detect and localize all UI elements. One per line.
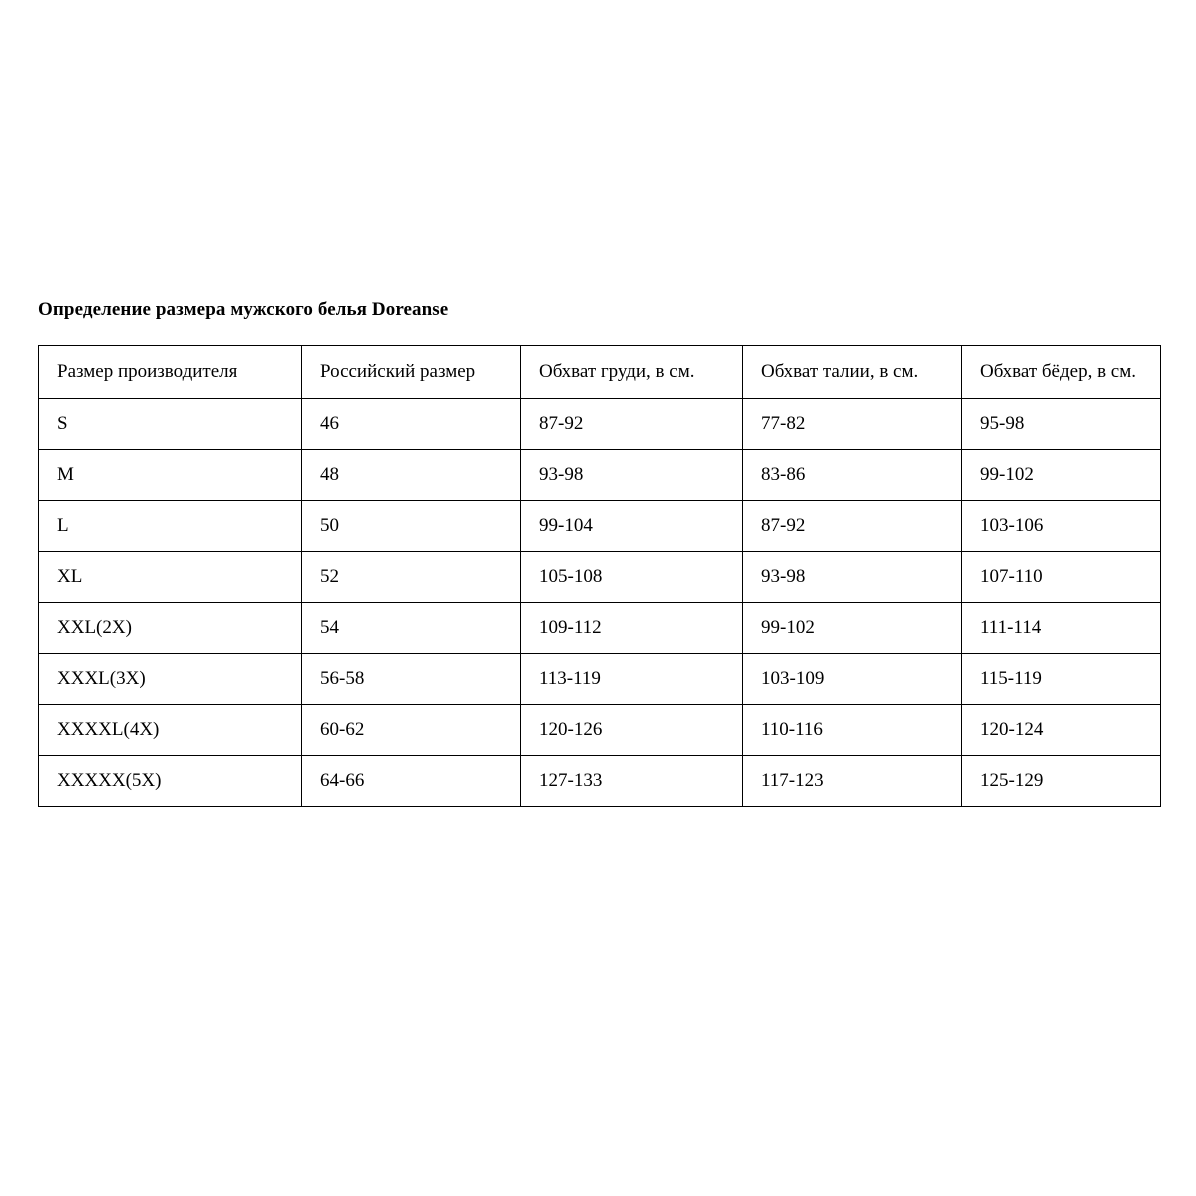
cell-hips: 111-114 xyxy=(962,603,1161,654)
table-body xyxy=(39,399,1161,807)
cell-manufacturer-size: XXXXL(4X) xyxy=(39,705,302,756)
table-header-row xyxy=(39,346,1161,399)
cell-chest: 109-112 xyxy=(521,603,743,654)
cell-hips: 99-102 xyxy=(962,450,1161,501)
cell-waist: 77-82 xyxy=(743,399,962,450)
table-row xyxy=(39,603,1161,654)
cell-waist: 93-98 xyxy=(743,552,962,603)
page-title: Определение размера мужского белья Doreanse xyxy=(38,299,449,320)
column-header-manufacturer-size: Размер производителя xyxy=(39,346,302,399)
cell-hips: 115-119 xyxy=(962,654,1161,705)
document-body xyxy=(38,298,1160,807)
cell-hips: 120-124 xyxy=(962,705,1161,756)
cell-manufacturer-size: L xyxy=(39,501,302,552)
cell-manufacturer-size: XL xyxy=(39,552,302,603)
cell-russian-size: 54 xyxy=(302,603,521,654)
cell-chest: 99-104 xyxy=(521,501,743,552)
cell-russian-size: 48 xyxy=(302,450,521,501)
cell-russian-size: 52 xyxy=(302,552,521,603)
cell-waist: 87-92 xyxy=(743,501,962,552)
table-row xyxy=(39,399,1161,450)
cell-russian-size: 46 xyxy=(302,399,521,450)
cell-manufacturer-size: XXL(2X) xyxy=(39,603,302,654)
cell-manufacturer-size: S xyxy=(39,399,302,450)
size-chart-table xyxy=(38,345,1161,807)
column-header-russian-size: Российский размер xyxy=(302,346,521,399)
cell-hips: 95-98 xyxy=(962,399,1161,450)
cell-russian-size: 60-62 xyxy=(302,705,521,756)
cell-chest: 105-108 xyxy=(521,552,743,603)
cell-hips: 107-110 xyxy=(962,552,1161,603)
cell-russian-size: 56-58 xyxy=(302,654,521,705)
table-row xyxy=(39,552,1161,603)
table-row xyxy=(39,501,1161,552)
cell-chest: 87-92 xyxy=(521,399,743,450)
cell-waist: 110-116 xyxy=(743,705,962,756)
cell-chest: 113-119 xyxy=(521,654,743,705)
cell-hips: 103-106 xyxy=(962,501,1161,552)
cell-manufacturer-size: XXXXX(5X) xyxy=(39,756,302,807)
cell-waist: 99-102 xyxy=(743,603,962,654)
cell-waist: 117-123 xyxy=(743,756,962,807)
table-row xyxy=(39,756,1161,807)
table-row xyxy=(39,654,1161,705)
column-header-chest: Обхват груди, в см. xyxy=(521,346,743,399)
cell-waist: 103-109 xyxy=(743,654,962,705)
column-header-hips: Обхват бёдер, в см. xyxy=(962,346,1161,399)
table-row xyxy=(39,450,1161,501)
table-header xyxy=(39,346,1161,399)
cell-manufacturer-size: M xyxy=(39,450,302,501)
cell-chest: 127-133 xyxy=(521,756,743,807)
table-row xyxy=(39,705,1161,756)
column-header-waist: Обхват талии, в см. xyxy=(743,346,962,399)
cell-russian-size: 50 xyxy=(302,501,521,552)
cell-hips: 125-129 xyxy=(962,756,1161,807)
cell-waist: 83-86 xyxy=(743,450,962,501)
cell-chest: 120-126 xyxy=(521,705,743,756)
cell-russian-size: 64-66 xyxy=(302,756,521,807)
cell-manufacturer-size: XXXL(3X) xyxy=(39,654,302,705)
cell-chest: 93-98 xyxy=(521,450,743,501)
